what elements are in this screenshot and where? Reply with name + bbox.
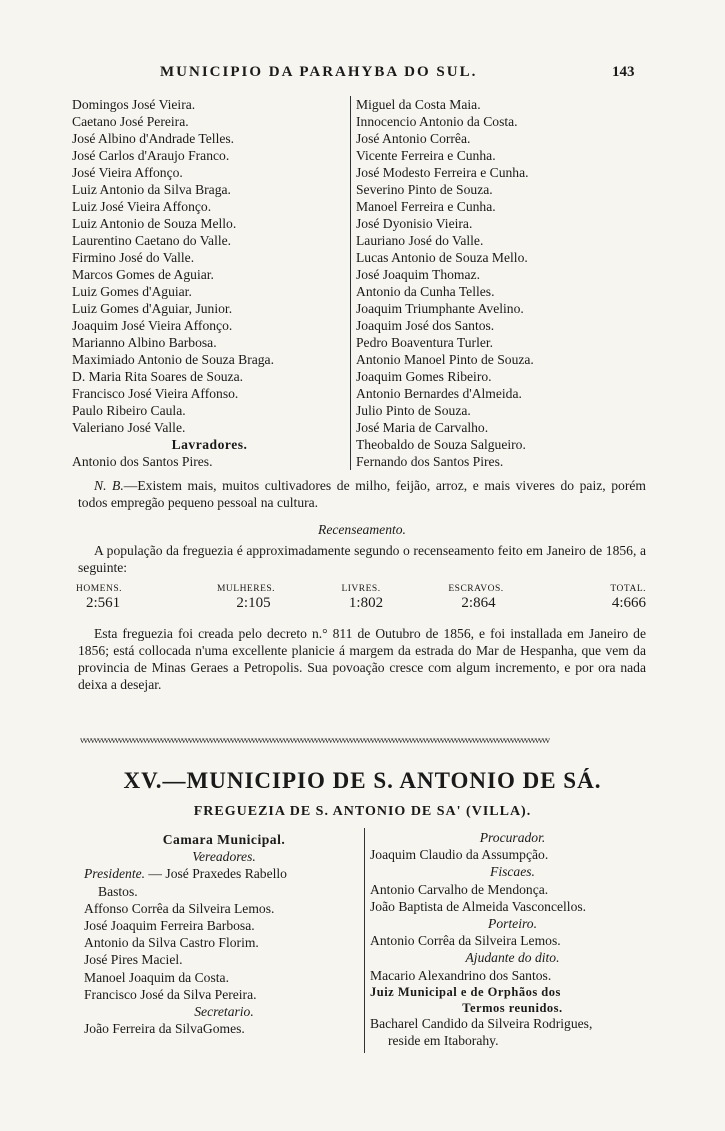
list-item: Firmino José do Valle. — [72, 250, 195, 265]
list-item: Antonio da Silva Castro Florim. — [84, 935, 259, 951]
creation-paragraph: Esta freguezia foi creada pelo decreto n.° 811 de Outubro de 1856, e foi installada em Janeiro de 1856; está collocada n'uma excellente planicie á margem da estrada do Mar de Hespanha, que vem da provincia de Minas Geraes a Petropolis. Sua povoação cresce com algum incremento, e por ora nada deixa a desejar. — [78, 626, 646, 692]
juiz-name: Bacharel Candido da Silveira Rodrigues, — [370, 1016, 593, 1032]
fiscaes-heading: Fiscaes. — [490, 864, 535, 880]
list-item: José Antonio Corrêa. — [356, 131, 471, 146]
list-item: Antonio da Cunha Telles. — [356, 284, 495, 299]
list-item: Antonio dos Santos Pires. — [72, 454, 213, 469]
census-heading: Recenseamento. — [318, 522, 406, 537]
list-item: Antonio Carvalho de Mendonça. — [370, 881, 549, 897]
census-value: 2:864 — [461, 595, 496, 611]
list-item: Paulo Ribeiro Caula. — [72, 403, 186, 418]
juiz-heading-cont: Termos reunidos. — [462, 1001, 563, 1016]
list-item: Luiz José Vieira Affonço. — [72, 199, 212, 214]
ajudante-name: Macario Alexandrino dos Santos. — [370, 967, 552, 983]
section-subtitle: FREGUEZIA DE S. ANTONIO DE SA' (VILLA). — [193, 804, 532, 819]
list-item: Joaquim José Vieira Affonço. — [72, 318, 233, 333]
list-item: Manoel Joaquim da Costa. — [84, 969, 229, 985]
list-item: José Dyonisio Vieira. — [356, 216, 473, 231]
section-title: XV.—MUNICIPIO DE S. ANTONIO DE SÁ. — [123, 768, 602, 793]
list-item: Marcos Gomes de Aguiar. — [72, 267, 214, 282]
census-table — [76, 584, 646, 612]
list-item: Pedro Boaventura Turler. — [356, 335, 494, 350]
list-item: Miguel da Costa Maia. — [356, 97, 481, 112]
left-name-column — [72, 96, 347, 470]
page-number: 143 — [612, 64, 635, 80]
list-item: João Baptista de Almeida Vasconcellos. — [370, 898, 587, 914]
list-item: Caetano José Pereira. — [72, 114, 189, 129]
list-item: Marianno Albino Barbosa. — [72, 335, 217, 350]
ornamental-divider: vvvvvvvvvvvvvvvvvvvvvvvvvvvvvvvvvvvvvvvvvvvvvvvvvvvvvvvvvvvvvvvvvvvvvvvvvvvvvvvvvvvvvvvvvvvvvvvvvvvvvvvvvvvvvvvvvvvvvvvvvvvvvvvvvvvvvv — [80, 736, 549, 744]
nb-text: —Existem mais, muitos cultivadores de milho, feijão, arroz, e mais viveres do paiz, porém todos empregão pequeno pessoal na cultura. — [78, 478, 646, 510]
lavradores-heading: Lavradores. — [171, 437, 248, 452]
list-item: José Carlos d'Araujo Franco. — [72, 148, 230, 163]
camara-heading: Camara Municipal. — [162, 832, 286, 847]
presidente-cont: Bastos. — [98, 883, 138, 899]
secretario-heading: Secretario. — [194, 1004, 254, 1020]
camara-column — [84, 831, 364, 1037]
list-item: Francisco José da Silva Pereira. — [84, 986, 257, 1002]
list-item: Luiz Antonio de Souza Mello. — [72, 216, 237, 231]
list-item: D. Maria Rita Soares de Souza. — [72, 369, 244, 384]
census-header: TOTAL. — [610, 584, 646, 594]
list-item: José Albino d'Andrade Telles. — [72, 131, 235, 146]
census-value: 2:561 — [86, 595, 121, 611]
porteiro-heading: Porteiro. — [488, 916, 537, 932]
list-item: José Modesto Ferreira e Cunha. — [356, 165, 529, 180]
list-item: José Pires Maciel. — [84, 952, 183, 968]
census-header: MULHERES. — [216, 584, 276, 594]
presidente-name: — José Praxedes Rabello — [145, 866, 287, 882]
list-item: José Maria de Carvalho. — [356, 420, 489, 435]
presidente-label: Presidente. — [84, 866, 146, 882]
list-item: Luiz Gomes d'Aguiar, Junior. — [72, 301, 233, 316]
list-item: Fernando dos Santos Pires. — [356, 454, 504, 469]
running-header: MUNICIPIO DA PARAHYBA DO SUL. — [160, 64, 478, 80]
list-item: Joaquim Triumphante Avelino. — [356, 301, 524, 316]
list-item: Theobaldo de Souza Salgueiro. — [356, 437, 526, 452]
presidente-line — [84, 865, 364, 882]
list-item: Lauriano José do Valle. — [356, 233, 484, 248]
procurador-heading: Procurador. — [479, 830, 546, 845]
list-item: Maximiado Antonio de Souza Braga. — [72, 352, 274, 367]
census-value: 2:105 — [236, 595, 271, 611]
census-header: HOMENS. — [76, 584, 122, 594]
secretario-name: João Ferreira da SilvaGomes. — [84, 1021, 245, 1037]
census-value: 1:802 — [348, 595, 384, 611]
porteiro-name: Antonio Corrêa da Silveira Lemos. — [370, 933, 561, 949]
list-item: Luiz Gomes d'Aguiar. — [72, 284, 192, 299]
juiz-residence: reside em Itaborahy. — [388, 1033, 499, 1049]
juiz-heading: Juiz Municipal e de Orphãos dos — [370, 984, 561, 999]
list-item: Julio Pinto de Souza. — [356, 403, 471, 418]
list-item: Antonio Manoel Pinto de Souza. — [356, 352, 534, 367]
officials-column — [370, 829, 655, 1049]
column-divider — [364, 828, 365, 1053]
list-item: Affonso Corrêa da Silveira Lemos. — [84, 900, 275, 916]
list-item: José Joaquim Ferreira Barbosa. — [84, 918, 255, 934]
list-item: Joaquim José dos Santos. — [356, 318, 495, 333]
list-item: Luiz Antonio da Silva Braga. — [72, 182, 231, 197]
list-item: Francisco José Vieira Affonso. — [72, 386, 239, 401]
vereadores-heading: Vereadores. — [192, 849, 256, 865]
list-item: Severino Pinto de Souza. — [356, 182, 493, 197]
census-intro: A população da freguezia é approximadamente segundo o recenseamento feito em Janeiro de 1856, a seguinte: — [78, 543, 646, 575]
list-item: Lucas Antonio de Souza Mello. — [356, 250, 528, 265]
list-item: Laurentino Caetano do Valle. — [72, 233, 232, 248]
ajudante-heading: Ajudante do dito. — [465, 950, 560, 966]
census-value: 4:666 — [611, 595, 646, 611]
procurador-name: Joaquim Claudio da Assumpção. — [370, 847, 549, 863]
list-item: José Vieira Affonço. — [72, 165, 183, 180]
nb-label: N. B. — [94, 478, 124, 493]
list-item: Antonio Bernardes d'Almeida. — [356, 386, 522, 401]
list-item: Manoel Ferreira e Cunha. — [356, 199, 496, 214]
nb-paragraph — [78, 477, 646, 511]
list-item: José Joaquim Thomaz. — [356, 267, 480, 282]
list-item: Vicente Ferreira e Cunha. — [356, 148, 496, 163]
column-divider — [350, 96, 351, 470]
list-item: Joaquim Gomes Ribeiro. — [356, 369, 492, 384]
list-item: Valeriano José Valle. — [72, 420, 186, 435]
list-item: Innocencio Antonio da Costa. — [356, 114, 518, 129]
right-name-column — [356, 96, 656, 470]
census-header: ESCRAVOS. — [448, 584, 504, 594]
list-item: Domingos José Vieira. — [72, 97, 196, 112]
census-header: LIVRES. — [341, 584, 381, 594]
